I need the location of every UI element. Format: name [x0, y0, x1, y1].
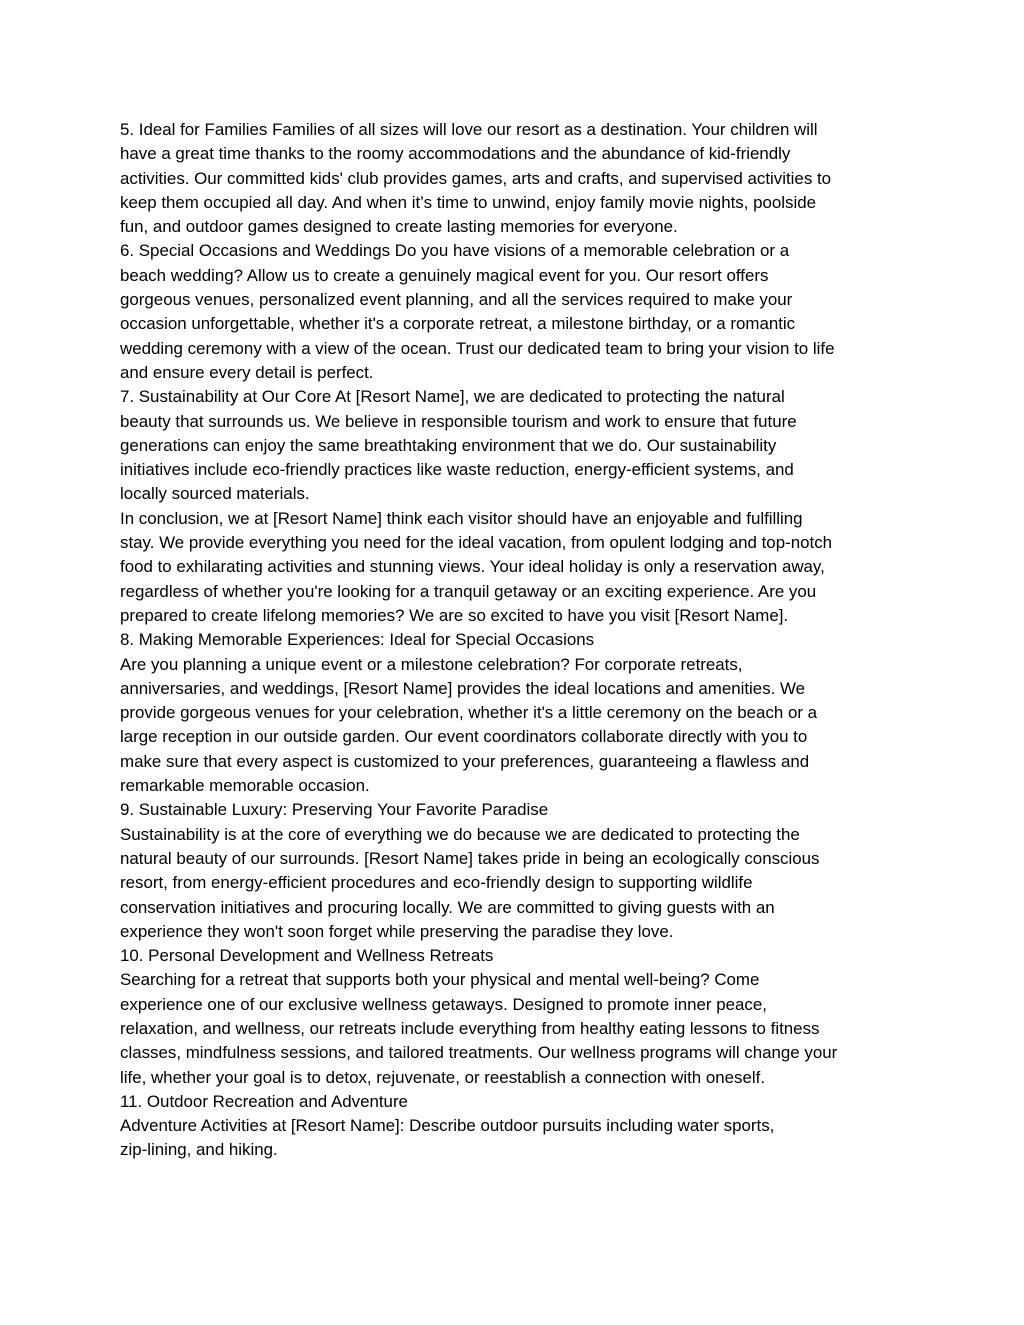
- text-line: keep them occupied all day. And when it’s time to unwind, enjoy family movie nights, poolside: [120, 192, 817, 212]
- text-line: experience one of our exclusive wellness getaways. Designed to promote inner peace,: [120, 994, 767, 1014]
- text-line: zip-lining, and hiking.: [120, 1140, 278, 1160]
- text-line: 11. Outdoor Recreation and Adventure: [120, 1091, 408, 1111]
- text-line: food to exhilarating activities and stunning views. Your ideal holiday is only a reservation away,: [120, 557, 825, 577]
- text-line: remarkable memorable occasion.: [120, 776, 370, 796]
- text-line: regardless of whether you're looking for a tranquil getaway or an exciting experience. Are you: [120, 581, 817, 601]
- text-line: provide gorgeous venues for your celebration, whether it's a little ceremony on the beach or a: [120, 703, 818, 723]
- text-line: generations can enjoy the same breathtaking environment that we do. Our sustainability: [120, 435, 777, 455]
- text-line: relaxation, and wellness, our retreats include everything from healthy eating lessons to fitness: [120, 1018, 820, 1038]
- text-line: and ensure every detail is perfect.: [120, 362, 374, 382]
- text-line: natural beauty of our surrounds. [Resort Name] takes pride in being an ecologically conscious: [120, 848, 820, 868]
- text-line: conservation initiatives and procuring locally. We are committed to giving guests with an: [120, 897, 775, 917]
- text-line: prepared to create lifelong memories? We are so excited to have you visit [Resort Name].: [120, 605, 789, 625]
- text-line: gorgeous venues, personalized event planning, and all the services required to make your: [120, 290, 793, 310]
- text-line: 10. Personal Development and Wellness Retreats: [120, 946, 494, 966]
- text-line: Searching for a retreat that supports both your physical and mental well-being? Come: [120, 970, 760, 990]
- text-line: initiatives include eco-friendly practices like waste reduction, energy-efficient systems, and: [120, 460, 794, 480]
- text-line: activities. Our committed kids' club provides games, arts and crafts, and supervised activities to: [120, 168, 832, 188]
- document-page: [120, 118, 910, 1163]
- text-line: beach wedding? Allow us to create a genuinely magical event for you. Our resort offers: [120, 265, 769, 285]
- text-line: fun, and outdoor games designed to create lasting memories for everyone.: [120, 217, 678, 237]
- text-line: 5. Ideal for Families Families of all sizes will love our resort as a destination. Your children will: [120, 120, 818, 139]
- text-line: experience they won't soon forget while preserving the paradise they love.: [120, 921, 674, 941]
- text-line: occasion unforgettable, whether it's a corporate retreat, a milestone birthday, or a romantic: [120, 314, 796, 334]
- text-line: Are you planning a unique event or a milestone celebration? For corporate retreats,: [120, 654, 743, 674]
- text-line: locally sourced materials.: [120, 484, 310, 504]
- text-line: anniversaries, and weddings, [Resort Name] provides the ideal locations and amenities. We: [120, 678, 806, 698]
- text-line: life, whether your goal is to detox, rejuvenate, or reestablish a connection with oneself.: [120, 1067, 766, 1087]
- text-line: wedding ceremony with a view of the ocean. Trust our dedicated team to bring your vision to life: [120, 338, 835, 358]
- text-line: 6. Special Occasions and Weddings Do you have visions of a memorable celebration or a: [120, 241, 790, 261]
- text-line: large reception in our outside garden. Our event coordinators collaborate directly with you to: [120, 727, 808, 747]
- text-line: Adventure Activities at [Resort Name]: Describe outdoor pursuits including water sports,: [120, 1116, 775, 1136]
- text-line: classes, mindfulness sessions, and tailored treatments. Our wellness programs will change your: [120, 1043, 838, 1063]
- text-line: Sustainability is at the core of everything we do because we are dedicated to protecting the: [120, 824, 800, 844]
- text-line: 8. Making Memorable Experiences: Ideal for Special Occasions: [120, 630, 595, 650]
- text-line: 7. Sustainability at Our Core At [Resort Name], we are dedicated to protecting the natural: [120, 387, 785, 407]
- text-line: 9. Sustainable Luxury: Preserving Your Favorite Paradise: [120, 800, 549, 820]
- text-line: beauty that surrounds us. We believe in responsible tourism and work to ensure that future: [120, 411, 797, 431]
- text-line: resort, from energy-efficient procedures and eco-friendly design to supporting wildlife: [120, 873, 753, 893]
- text-line: have a great time thanks to the roomy accommodations and the abundance of kid-friendly: [120, 144, 791, 164]
- text-line: stay. We provide everything you need for the ideal vacation, from opulent lodging and top-notch: [120, 533, 833, 553]
- text-line: In conclusion, we at [Resort Name] think each visitor should have an enjoyable and fulfilling: [120, 508, 803, 528]
- text-line: make sure that every aspect is customized to your preferences, guaranteeing a flawless and: [120, 751, 810, 771]
